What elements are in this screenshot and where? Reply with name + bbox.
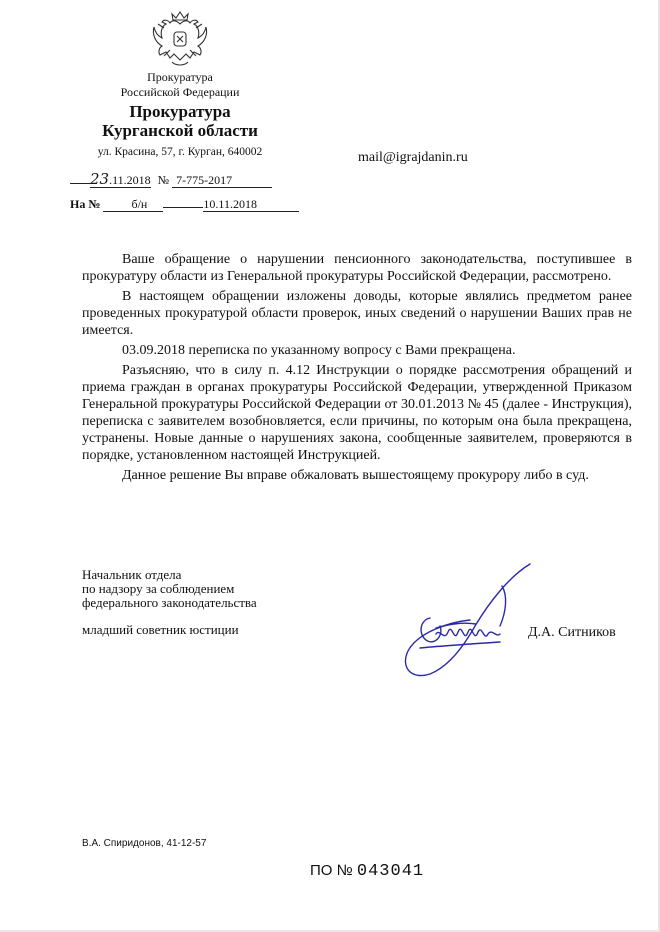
outgoing-date: .11.2018 [109,173,151,187]
org-name-line2: Курганской области [102,121,258,140]
position-line: по надзору за соблюдением [82,581,235,596]
form-serial [310,862,424,881]
signatory-position [82,568,257,610]
serial-number: 043041 [356,862,425,881]
body-paragraph: Данное решение Вы вправе обжаловать вышестоящему прокурору либо в суд. [122,468,589,483]
body-paragraph: Ваше обращение о нарушении пенсионного законодательства, поступившее в прокуратуру области из Генеральной прокуратуры Российской Федерации, рассмотрено. [82,252,632,284]
incoming-number: б/н [103,197,163,212]
incoming-label: На № [70,197,101,211]
body-paragraph: 03.09.2018 переписка по указанному вопросу с Вами прекращена. [122,343,516,358]
signatory-name: Д.А. Ситников [528,625,616,640]
outgoing-number-label: № [157,173,170,187]
recipient-email: mail@igrajdanin.ru [358,150,468,165]
outgoing-number: 7-775-2017 [172,173,272,188]
outgoing-day: 23 [90,170,110,188]
outgoing-registration [70,172,272,188]
letter-body [82,251,632,487]
body-paragraph: В настоящем обращении изложены доводы, которые являлись предметом ранее проведенных прокуратурой области проверок, иных сведений о нарушении Ваших прав не имеется. [82,289,632,338]
org-name-line1: Прокуратура [129,102,231,121]
signatory-rank: младший советник юстиции [82,622,239,637]
position-line: федерального законодательства [82,595,257,610]
handwritten-signature-icon [390,556,540,686]
body-paragraph: Разъясняю, что в силу п. 4.12 Инструкции о порядке рассмотрения обращений и приема граждан в органах прокуратуры Российской Федерации, утвержденной Приказом Генеральной прокуратуры Российской Федерации от 30.01.2013 № 45 (далее - Инструкция), переписка с заявителем возобновляется, если причины, по которым она была прекращена, устранены. Новые данные о нарушениях закона, сообщенные заявителем, проверяются в порядке, установленном настоящей Инструкцией. [82,363,632,463]
incoming-reference [70,197,299,212]
org-address: ул. Красина, 57, г. Курган, 640002 [97,146,263,158]
serial-label: ПО № [310,862,353,879]
org-parent-line1: Прокуратура [147,70,213,84]
org-parent-line2: Российской Федерации [120,85,240,99]
executor-contact: В.А. Спиридонов, 41-12-57 [82,838,207,849]
coat-of-arms-icon [150,10,210,72]
position-line: Начальник отдела [82,567,182,582]
incoming-date: 10.11.2018 [203,197,299,212]
